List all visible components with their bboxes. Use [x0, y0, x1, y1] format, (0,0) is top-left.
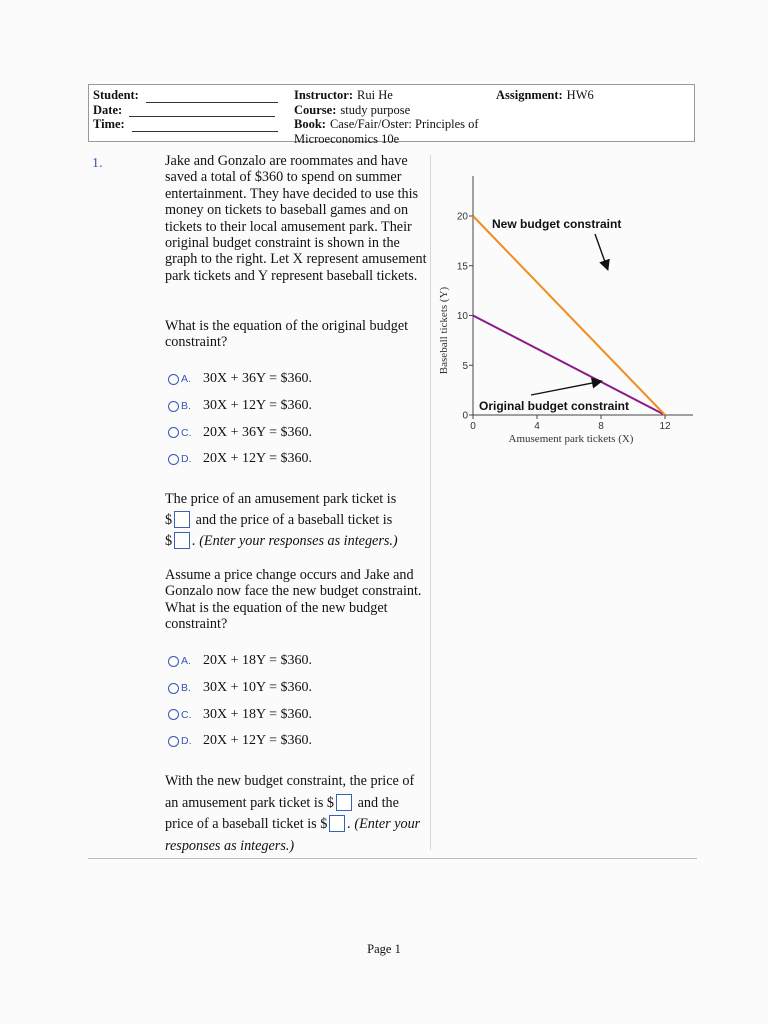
price1-note: . (Enter your responses as integers.): [192, 533, 398, 549]
assignment-info-column: [496, 88, 686, 103]
radio-button[interactable]: [168, 736, 179, 747]
option-letter: B.: [181, 682, 191, 695]
option-equation: 20X + 12Y = $360.: [203, 451, 312, 467]
assignment-label: Assignment:: [496, 88, 563, 102]
y-tick-label: 5: [462, 360, 468, 372]
course-value: study purpose: [340, 102, 411, 117]
price-question-1: [165, 489, 427, 552]
answer-option[interactable]: [168, 648, 428, 675]
baseball-price-input-1[interactable]: [174, 532, 190, 549]
radio-button[interactable]: [168, 454, 179, 465]
option-equation: 20X + 12Y = $360.: [203, 733, 312, 749]
price2-text-a: With the new budget constraint, the price of an amusement park ticket is $: [165, 773, 415, 811]
dollar-sign: $: [165, 512, 173, 528]
bottom-divider: [88, 858, 697, 859]
budget-constraint-chart: [433, 165, 703, 455]
column-divider: [430, 155, 431, 850]
book-value: Case/Fair/Oster: Principles of Microeconomics 10e: [294, 117, 479, 146]
course-info-column: [294, 88, 499, 146]
assignment-value: HW6: [566, 88, 594, 102]
radio-button[interactable]: [168, 656, 179, 667]
course-label: Course:: [294, 102, 337, 117]
option-equation: 30X + 18Y = $360.: [203, 706, 312, 722]
answer-option[interactable]: [168, 675, 428, 702]
option-letter: C.: [181, 708, 192, 721]
assignment-header: [88, 84, 695, 146]
new-constraint-arrow: [595, 234, 608, 270]
option-letter: C.: [181, 426, 192, 439]
option-equation: 20X + 36Y = $360.: [203, 424, 312, 440]
book-label: Book:: [294, 117, 326, 131]
radio-button[interactable]: [168, 683, 179, 694]
x-axis-label: Amusement park tickets (X): [508, 433, 634, 445]
date-blank: [129, 105, 275, 117]
y-axis-label: Baseball tickets (Y): [438, 286, 450, 375]
price2-text-b: and the price of a baseball ticket is $: [165, 794, 399, 832]
answer-option[interactable]: [168, 366, 428, 393]
radio-button[interactable]: [168, 427, 179, 438]
instructor-label: Instructor:: [294, 88, 354, 102]
x-tick-label: 4: [534, 421, 540, 432]
option-equation: 30X + 10Y = $360.: [203, 680, 312, 696]
x-tick-label: 8: [598, 421, 604, 432]
price1-text-a: The price of an amusement park ticket is: [165, 491, 397, 507]
answer-option[interactable]: [168, 419, 428, 446]
option-equation: 30X + 36Y = $360.: [203, 371, 312, 387]
option-letter: D.: [181, 453, 192, 466]
original-constraint-arrow: [531, 381, 602, 395]
answer-option[interactable]: [168, 393, 428, 420]
option-letter: B.: [181, 400, 191, 413]
question-prompt-1: What is the equation of the original budget constraint?: [165, 318, 409, 351]
baseball-price-input-2[interactable]: [329, 815, 345, 832]
y-tick-label: 0: [462, 410, 468, 422]
original-constraint-label: Original budget constraint: [479, 399, 630, 413]
price1-text-b: and the price of a baseball ticket is: [195, 512, 393, 528]
option-letter: D.: [181, 735, 192, 748]
x-tick-label: 0: [470, 421, 476, 432]
budget-line: [473, 216, 665, 415]
dollar-sign: $: [165, 533, 173, 549]
amusement-price-input-1[interactable]: [174, 511, 190, 528]
answer-option[interactable]: [168, 701, 428, 728]
y-tick-label: 15: [456, 261, 468, 273]
amusement-price-input-2[interactable]: [336, 794, 352, 811]
x-tick-label: 12: [659, 421, 671, 432]
question-prompt-2: Assume a price change occurs and Jake and Gonzalo now face the new budget constraint. What is the equation of the new budget constraint?: [165, 567, 422, 633]
student-info-column: [93, 88, 283, 132]
radio-button[interactable]: [168, 374, 179, 385]
student-blank: [146, 91, 278, 103]
options-group-1: [168, 366, 428, 473]
radio-button[interactable]: [168, 401, 179, 412]
question-intro: Jake and Gonzalo are roommates and have saved a total of $360 to spend on summer entertainment. They have decided to use this money on tickets to baseball games and on tickets to their local amusement park. Their original budget constraint is shown in the graph to the right. Let X represent amusement park tickets and Y represent baseball tickets.: [165, 153, 427, 284]
page-number: Page 1: [367, 942, 401, 956]
options-group-2: [168, 648, 428, 755]
y-tick-label: 20: [456, 211, 468, 223]
radio-button[interactable]: [168, 709, 179, 720]
answer-option[interactable]: [168, 446, 428, 473]
price2-note: . (Enter your responses as integers.): [165, 816, 421, 854]
date-label: Date:: [93, 102, 123, 117]
option-equation: 30X + 12Y = $360.: [203, 398, 312, 414]
new-constraint-label: New budget constraint: [492, 217, 622, 231]
instructor-value: Rui He: [357, 88, 393, 102]
option-letter: A.: [181, 655, 191, 668]
question-number: 1.: [92, 156, 103, 171]
time-blank: [132, 120, 278, 132]
option-equation: 20X + 18Y = $360.: [203, 653, 312, 669]
price-question-2: [165, 771, 427, 857]
option-letter: A.: [181, 373, 191, 386]
student-label: Student:: [93, 88, 139, 102]
y-tick-label: 10: [456, 311, 468, 322]
answer-option[interactable]: [168, 728, 428, 755]
time-label: Time:: [93, 117, 125, 131]
